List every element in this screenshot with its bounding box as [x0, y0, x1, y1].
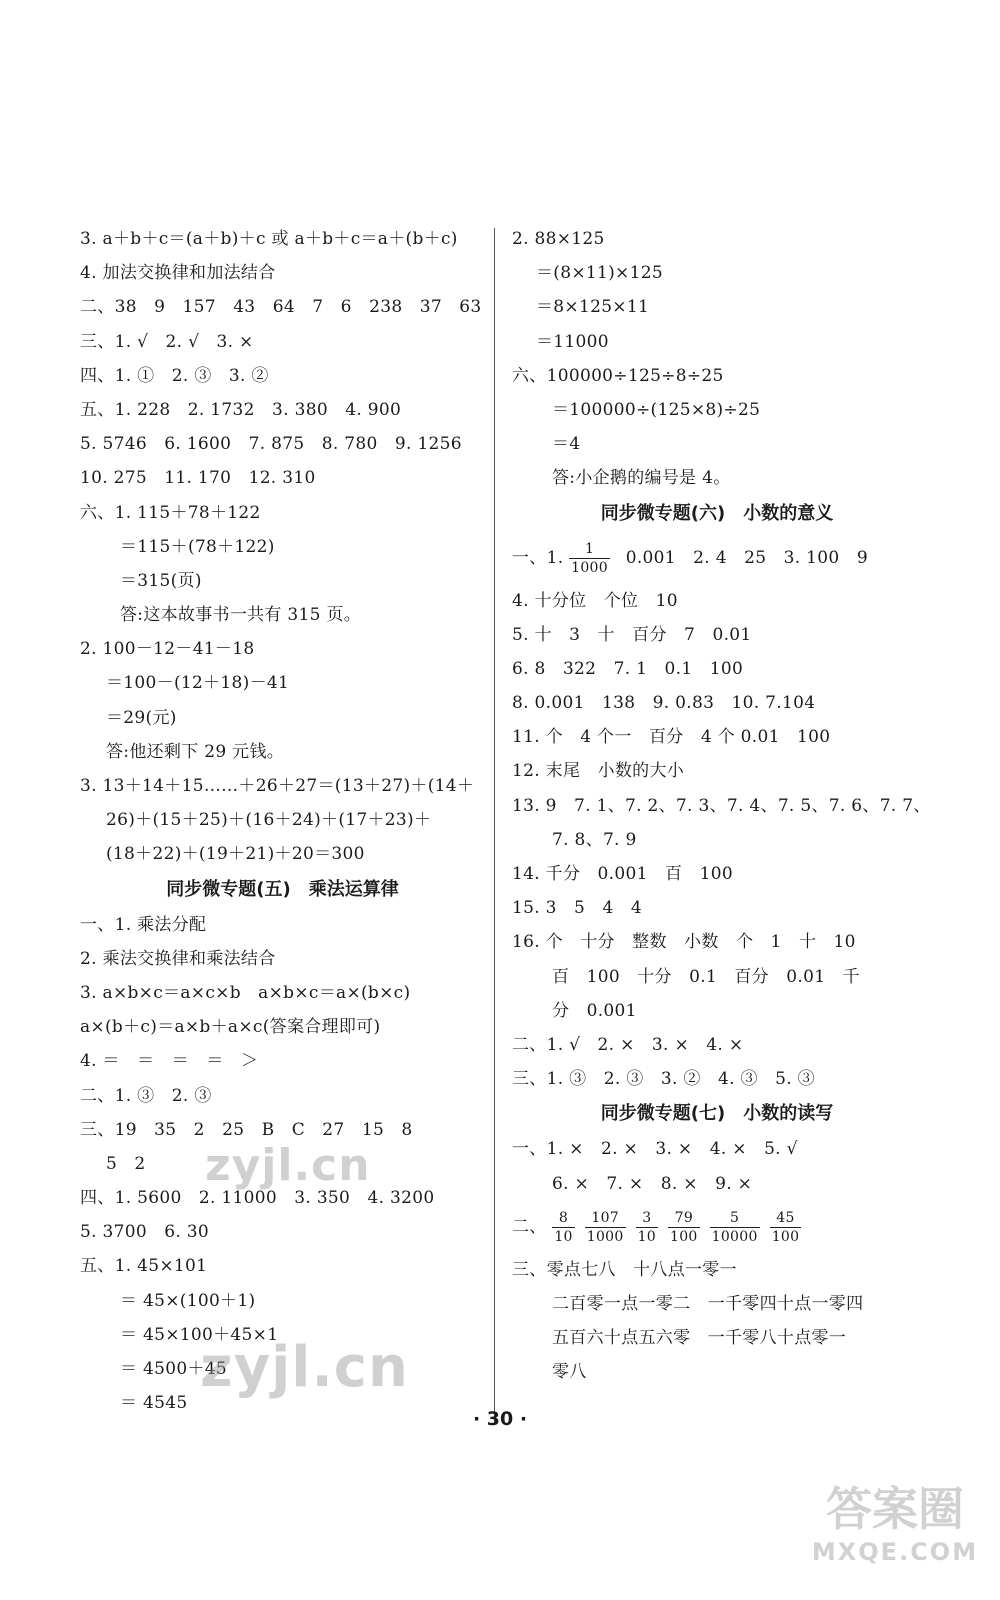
fraction-1-1000: $\frac{1}{1000}$ — [571, 540, 608, 576]
fraction: $\frac{3}{10}$ — [637, 1209, 657, 1245]
answer-line: 2. 88×125 — [512, 229, 605, 249]
right-bottom-block — [512, 1253, 922, 1390]
answer-line: ＝ 4545 — [120, 1393, 188, 1414]
answer-line: 五、1. 228 2. 1732 3. 380 4. 900 — [80, 399, 402, 420]
fraction-row-1-suffix: 0.001 2. 4 25 3. 100 9 — [625, 547, 868, 568]
answer-line: ＝8×125×11 — [536, 297, 650, 318]
answer-line: a×(b＋c)＝a×b＋a×c(答案合理即可) — [80, 1017, 381, 1038]
answer-line: ＝(8×11)×125 — [536, 263, 663, 284]
fraction: $\frac{45}{100}$ — [771, 1209, 800, 1245]
watermark-zyjl-lower: zyjl.cn — [200, 1335, 409, 1400]
answer-line: 一、1. 乘法分配 — [80, 914, 207, 935]
answer-line: 五、1. 45×101 — [80, 1256, 208, 1277]
answer-line: 零八 — [552, 1362, 587, 1383]
section-heading: 同步微专题(六) 小数的意义 — [600, 502, 834, 524]
answer-line: 2. 100－12－41－18 — [80, 639, 255, 660]
answer-line: 四、1. 5600 2. 11000 3. 350 4. 3200 — [80, 1188, 435, 1209]
answer-line: 答:这本故事书一共有 315 页。 — [120, 605, 362, 626]
answer-line: 3. a＋b＋c＝(a＋b)＋c 或 a＋b＋c＝a＋(b＋c) — [80, 229, 458, 249]
right-top-block — [512, 222, 922, 532]
answer-line: 5. 3700 6. 30 — [80, 1222, 210, 1243]
answer-line: 答:小企鹅的编号是 4。 — [552, 468, 731, 489]
answer-line: ＝315(页) — [120, 570, 202, 591]
answer-line: 7. 8、7. 9 — [552, 829, 637, 850]
answer-line: 6. × 7. × 8. × 9. × — [552, 1173, 753, 1194]
answer-line: 六、100000÷125÷8÷25 — [512, 365, 724, 386]
left-column — [80, 222, 485, 1420]
answer-line: ＝100000÷(125×8)÷25 — [552, 399, 761, 420]
answer-line: 六、1. 115＋78＋122 — [80, 502, 261, 523]
answer-line: ＝ 4500＋45 — [120, 1359, 227, 1379]
page-number: · 30 · — [472, 1408, 528, 1430]
fraction-row-2-prefix: 二、 — [512, 1216, 547, 1237]
answer-line: ＝29(元) — [106, 707, 177, 728]
answer-line: 一、1. × 2. × 3. × 4. × 5. √ — [512, 1139, 798, 1160]
answer-line: 5. 5746 6. 1600 7. 875 8. 780 9. 1256 — [80, 434, 462, 455]
right-column — [512, 222, 931, 1389]
answer-line: 4. 十分位 个位 10 — [512, 590, 678, 611]
answer-line: 13. 9 7. 1、7. 2、7. 3、7. 4、7. 5、7. 6、7. 7、 — [512, 795, 931, 816]
answer-line: 三、零点七八 十八点一零一 — [512, 1259, 737, 1280]
answer-line: 二百零一点一零二 一千零四十点一零四 — [552, 1293, 864, 1314]
answer-line: ＝100－(12＋18)－41 — [106, 673, 290, 694]
answer-line: 15. 3 5 4 4 — [512, 898, 643, 919]
answer-line: 11. 个 4 个一 百分 4 个 0.01 100 — [512, 727, 831, 748]
answer-line: 三、19 35 2 25 B C 27 15 8 — [80, 1119, 413, 1140]
fraction-row-1-prefix: 一、1. — [512, 547, 564, 568]
answer-line: 16. 个 十分 整数 小数 个 1 十 10 — [512, 932, 856, 953]
fraction-row-1 — [512, 532, 922, 584]
answer-line: 二、1. √ 2. × 3. × 4. × — [512, 1034, 744, 1055]
answer-line: 二、1. ③ 2. ③ — [80, 1085, 212, 1106]
answer-line: 2. 乘法交换律和乘法结合 — [80, 948, 276, 969]
answer-line: 3. 13＋14＋15……＋26＋27＝(13＋27)＋(14＋ — [80, 776, 475, 796]
fraction: $\frac{79}{100}$ — [670, 1209, 698, 1245]
answer-line: ＝115＋(78＋122) — [120, 536, 275, 557]
answer-line: 26)＋(15＋25)＋(16＋24)＋(17＋23)＋ — [106, 810, 432, 831]
fraction: $\frac{107}{1000}$ — [586, 1209, 624, 1245]
column-divider — [494, 228, 495, 1423]
answer-line: ＝ 45×100＋45×1 — [120, 1324, 279, 1345]
fraction-row-2 — [512, 1201, 922, 1253]
section-heading: 同步微专题(七) 小数的读写 — [600, 1103, 834, 1125]
answer-line: 14. 千分 0.001 百 100 — [512, 864, 733, 884]
answer-line: 三、1. √ 2. √ 3. × — [80, 331, 254, 352]
answer-line: 分 0.001 — [552, 1000, 637, 1021]
fraction: $\frac{5}{10000}$ — [711, 1209, 758, 1245]
answer-line: 3. a×b×c＝a×c×b a×b×c＝a×(b×c) — [80, 982, 411, 1003]
watermark-zyjl-upper: zyjl.cn — [205, 1140, 371, 1191]
answer-line: 6. 8 322 7. 1 0.1 100 — [512, 658, 744, 679]
answer-line: ＝ 45×(100＋1) — [120, 1290, 256, 1311]
answer-line: ＝11000 — [536, 331, 609, 352]
answer-line: 三、1. ③ 2. ③ 3. ② 4. ③ 5. ③ — [512, 1069, 815, 1090]
answer-line: 8. 0.001 138 9. 0.83 10. 7.104 — [512, 693, 816, 714]
answer-line: 12. 末尾 小数的大小 — [512, 761, 685, 782]
answer-line: 10. 275 11. 170 12. 310 — [80, 468, 316, 489]
fraction: $\frac{8}{10}$ — [554, 1209, 573, 1245]
watermark-mxqe-logo: 答案圈 MXQE.COM — [811, 1482, 979, 1566]
section-heading: 同步微专题(五) 乘法运算律 — [166, 878, 399, 900]
answer-line: 二、38 9 157 43 64 7 6 238 37 63 — [80, 297, 482, 318]
answer-line: 四、1. ① 2. ③ 3. ② — [80, 365, 269, 386]
answer-line: 5 2 — [106, 1153, 146, 1174]
answer-line: 4. 加法交换律和加法结合 — [80, 263, 276, 284]
answer-line: 答:他还剩下 29 元钱。 — [106, 741, 285, 762]
answer-line: 五百六十点五六零 一千零八十点零一 — [552, 1328, 847, 1349]
answer-line: (18＋22)＋(19＋21)＋20＝300 — [106, 844, 365, 865]
answer-line: 5. 十 3 十 百分 7 0.01 — [512, 624, 752, 645]
answer-line: 4. ＝ ＝ ＝ ＝ ＞ — [80, 1051, 259, 1072]
answer-line: ＝4 — [552, 434, 581, 455]
right-middle-block — [512, 584, 931, 1201]
answer-line: 百 100 十分 0.1 百分 0.01 千 — [552, 966, 860, 987]
